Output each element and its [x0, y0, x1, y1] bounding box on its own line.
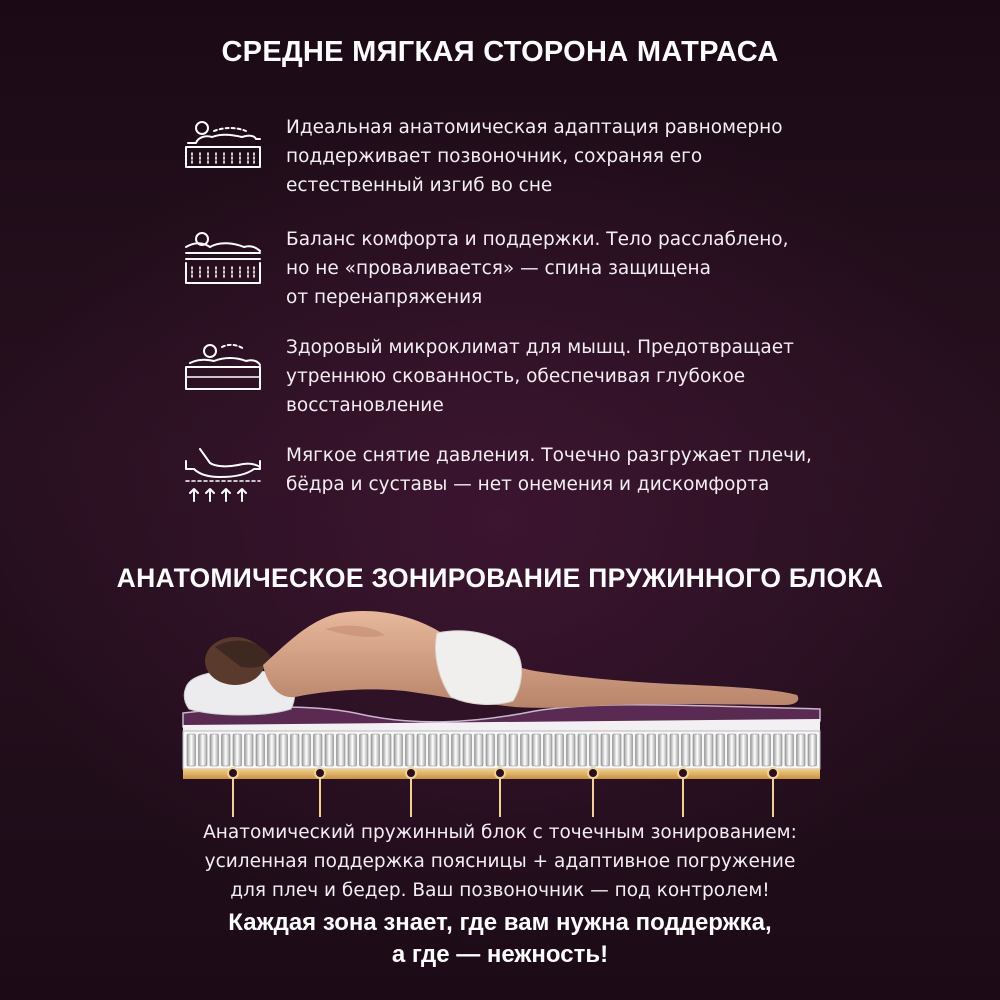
- spring-coil: [233, 734, 242, 766]
- spring-coil: [716, 734, 725, 766]
- spring-coils: [187, 734, 817, 766]
- zoning-caption: [0, 818, 1000, 905]
- spring-coil: [682, 734, 691, 766]
- spring-coil: [429, 734, 438, 766]
- spring-coil: [624, 734, 633, 766]
- spring-coil: [808, 734, 817, 766]
- spring-coil: [394, 734, 403, 766]
- feature-4-line-1: Мягкое снятие давления. Точечно разгружает плечи,: [286, 445, 812, 466]
- spring-coil: [521, 734, 530, 766]
- spring-coil: [187, 734, 196, 766]
- spring-coil: [785, 734, 794, 766]
- spring-coil: [613, 734, 622, 766]
- spring-coil: [693, 734, 702, 766]
- spring-coil: [417, 734, 426, 766]
- woman-figure: [205, 611, 798, 708]
- spring-coil: [590, 734, 599, 766]
- spring-coil: [647, 734, 656, 766]
- spring-coil: [210, 734, 219, 766]
- spring-coil: [705, 734, 714, 766]
- caption-line-1: Анатомический пружинный блок с точечным зонированием:: [203, 822, 797, 843]
- spring-coil: [452, 734, 461, 766]
- spring-coil: [728, 734, 737, 766]
- top-heading: СРЕДНЕ МЯГКАЯ СТОРОНА МАТРАСА: [221, 36, 779, 68]
- mattress-illustration: [175, 605, 825, 820]
- feature-1-line-1: Идеальная анатомическая адаптация равномерно: [286, 117, 783, 138]
- middle-heading: АНАТОМИЧЕСКОЕ ЗОНИРОВАНИЕ ПРУЖИННОГО БЛОКА: [116, 563, 884, 593]
- microclimate-icon: [180, 337, 264, 401]
- feature-2-line-2: но не «проваливается» — спина защищена: [286, 258, 711, 279]
- spring-coil: [567, 734, 576, 766]
- spring-coil: [245, 734, 254, 766]
- feature-microclimate: [180, 333, 840, 423]
- slogan-line-1: Каждая зона знает, где вам нужна поддержка,: [228, 909, 772, 936]
- spring-coil: [532, 734, 541, 766]
- feature-3-line-1: Здоровый микроклимат для мышц. Предотвращает: [286, 337, 794, 358]
- feature-2-line-3: от перенапряжения: [286, 287, 483, 308]
- spring-coil: [268, 734, 277, 766]
- spring-coil: [739, 734, 748, 766]
- spring-coil: [325, 734, 334, 766]
- spring-coil: [797, 734, 806, 766]
- spring-coil: [601, 734, 610, 766]
- spring-coil: [578, 734, 587, 766]
- spring-coil: [774, 734, 783, 766]
- spring-coil: [371, 734, 380, 766]
- feature-1-line-2: поддерживает позвоночник, сохраняя его: [286, 146, 703, 167]
- spring-coil: [509, 734, 518, 766]
- feature-comfort-balance: [180, 225, 840, 315]
- spring-coil: [314, 734, 323, 766]
- spring-coil: [440, 734, 449, 766]
- spine-support-icon: [180, 117, 264, 181]
- pressure-relief-icon: [180, 445, 264, 509]
- spring-coil: [463, 734, 472, 766]
- feature-pressure-relief: [180, 441, 840, 531]
- spring-coil: [256, 734, 265, 766]
- spring-coil: [544, 734, 553, 766]
- spring-coil: [302, 734, 311, 766]
- feature-3-line-2: утреннюю скованность, обеспечивая глубокое: [286, 366, 746, 387]
- feature-4-line-2: бёдра и суставы — нет онемения и дискомфорта: [286, 474, 770, 495]
- spring-coil: [291, 734, 300, 766]
- comfort-balance-icon: [180, 229, 264, 293]
- caption-line-2: усиленная поддержка поясницы + адаптивное погружение: [204, 851, 796, 872]
- spring-coil: [670, 734, 679, 766]
- spring-coil: [360, 734, 369, 766]
- spring-coil: [751, 734, 760, 766]
- feature-3-line-3: восстановление: [286, 395, 444, 416]
- spring-coil: [555, 734, 564, 766]
- spring-coil: [337, 734, 346, 766]
- spring-coil: [659, 734, 668, 766]
- slogan: [0, 907, 1000, 971]
- spring-coil: [348, 734, 357, 766]
- feature-1-line-3: естественный изгиб во сне: [286, 175, 553, 196]
- spring-coil: [383, 734, 392, 766]
- spring-coil: [636, 734, 645, 766]
- spring-coil: [279, 734, 288, 766]
- slogan-line-2: а где — нежность!: [391, 941, 609, 968]
- spring-coil: [199, 734, 208, 766]
- feature-spine-support: [180, 113, 840, 203]
- spring-coil: [498, 734, 507, 766]
- spring-coil: [486, 734, 495, 766]
- caption-line-3: для плеч и бедер. Ваш позвоночник — под контролем!: [230, 880, 770, 901]
- spring-coil: [406, 734, 415, 766]
- spring-coil: [222, 734, 231, 766]
- spring-coil: [762, 734, 771, 766]
- spring-coil: [475, 734, 484, 766]
- feature-2-line-1: Баланс комфорта и поддержки. Тело расслаблено,: [286, 229, 789, 250]
